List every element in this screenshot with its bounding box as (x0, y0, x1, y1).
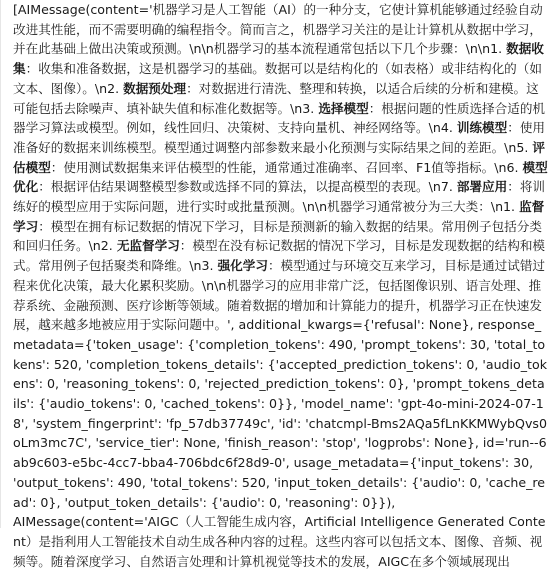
output-bold-term: 数据收集 (13, 41, 544, 77)
output-text-run: [AIMessage(content='机器学习是人工智能（AI）的一种分支，它使计算机能够通过经验自动改进其性能，而不需要明确的编程指令。简而言之，机器学习关注的是让计算机从数据中学习，并在此基础上做出决策或预测。\n\n机器学习的基本流程通常包括以下几个步骤：\n\n1. (13, 2, 543, 57)
output-bold-term: 模型优化 (13, 159, 548, 195)
output-bold-term: 部署应用 (456, 179, 508, 195)
output-text-run: ：模型通过与环境交互来学习，目标是通过试错过程来优化决策，最大化累积奖励。\n\n机器学习的应用非常广泛，包括图像识别、语言处理、推荐系统、金融预测、医疗诊断等领域。随着数据的增加和计算能力的提升，机器学习正在快速发展，越来越多地被应用于实际问题中。', additional_kwargs={'refusal': None}, response_metadata={'token_usage': {'completion_tokens': 490, 'prompt_tokens': 30, 'total_tokens': 520, 'completion_tokens_details': {'accepted_prediction_tokens': 0, 'audio_tokens': 0, 'reasoning_tokens': 0, 'rejected_prediction_tokens': 0}, 'prompt_tokens_details': {'audio_tokens': 0, 'cached_tokens': 0}}, 'model_name': 'gpt-4o-mini-2024-07-18', 'system_fingerprint': 'fp_57db37749c', 'id': 'chatcmpl-Bms2AQa5fLnKKMWybQvs0oLm3mc7C', 'service_tier': None, 'finish_reason': 'stop', 'logprobs': None}, id='run--6ab9c603-e5bc-4cc7-bba4-706bdc6f28d9-0', usage_metadata={'input_tokens': 30, 'output_tokens': 490, 'total_tokens': 520, 'input_token_details': {'audio': 0, 'cache_read': 0}, 'output_token_details': {'audio': 0, 'reasoning': 0}}), AIMessage(content='AIGC（人工智能生成内容，Artificial Intelligence Generated Content）是指利用人工智能技术自动生成各种内容的过程。这些内容可以包括文本、图像、音频、视频等。随着深度学习、自然语言处理和计算机视觉等技术的发展，AIGC在多个领域展现出 (13, 258, 547, 569)
output-text-run: ：使用准备好的数据来训练模型。模型通过调整内部参数来最小化预测与实际结果之间的差距。\n5. (13, 120, 545, 155)
output-text-run: ：将训练好的模型应用于实际问题，进行实时或批量预测。\n\n机器学习通常被分为三大类：\n1. (13, 179, 545, 215)
output-bold-term: 无监督学习 (116, 238, 180, 254)
output-text-run: ：根据问题的性质选择合适的机器学习算法或模型。例如，线性回归、决策树、支持向量机、神经网络等。\n4. (13, 100, 545, 136)
output-text-run: ：对数据进行清洗、整理和转换，以适合后续的分析和建模。这可能包括去除噪声、填补缺失值和标准化数据等。\n3. (13, 80, 539, 116)
output-bold-term: 监督学习 (13, 199, 545, 234)
output-text-run: ：模型在没有标记数据的情况下学习，目标是发现数据的结构和模式。常用例子包括聚类和降维。\n3. (13, 238, 545, 274)
output-text-run: ：模型在拥有标记数据的情况下学习，目标是预测新的输入数据的结果。常用例子包括分类和回归任务。\n2. (13, 218, 542, 254)
output-text-run: ：收集和准备数据，这是机器学习的基础。数据可以是结构化的（如表格）或非结构化的（如文本、图像）。\n2. (13, 61, 542, 96)
output-text-run: ：根据评估结果调整模型参数或选择不同的算法，以提高模型的表现。\n7. (38, 179, 457, 195)
output-text-run: ：使用测试数据集来评估模型的性能，通常通过准确率、召回率、F1值等指标。\n6. (50, 159, 523, 175)
output-bold-term: 评估模型 (13, 139, 545, 175)
ai-message-output-text (1, 0, 548, 571)
output-bold-term: 数据预处理 (123, 80, 187, 96)
output-bold-term: 选择模型 (318, 100, 369, 116)
output-bold-term: 训练模型 (456, 120, 508, 136)
output-bold-term: 强化学习 (217, 258, 268, 274)
